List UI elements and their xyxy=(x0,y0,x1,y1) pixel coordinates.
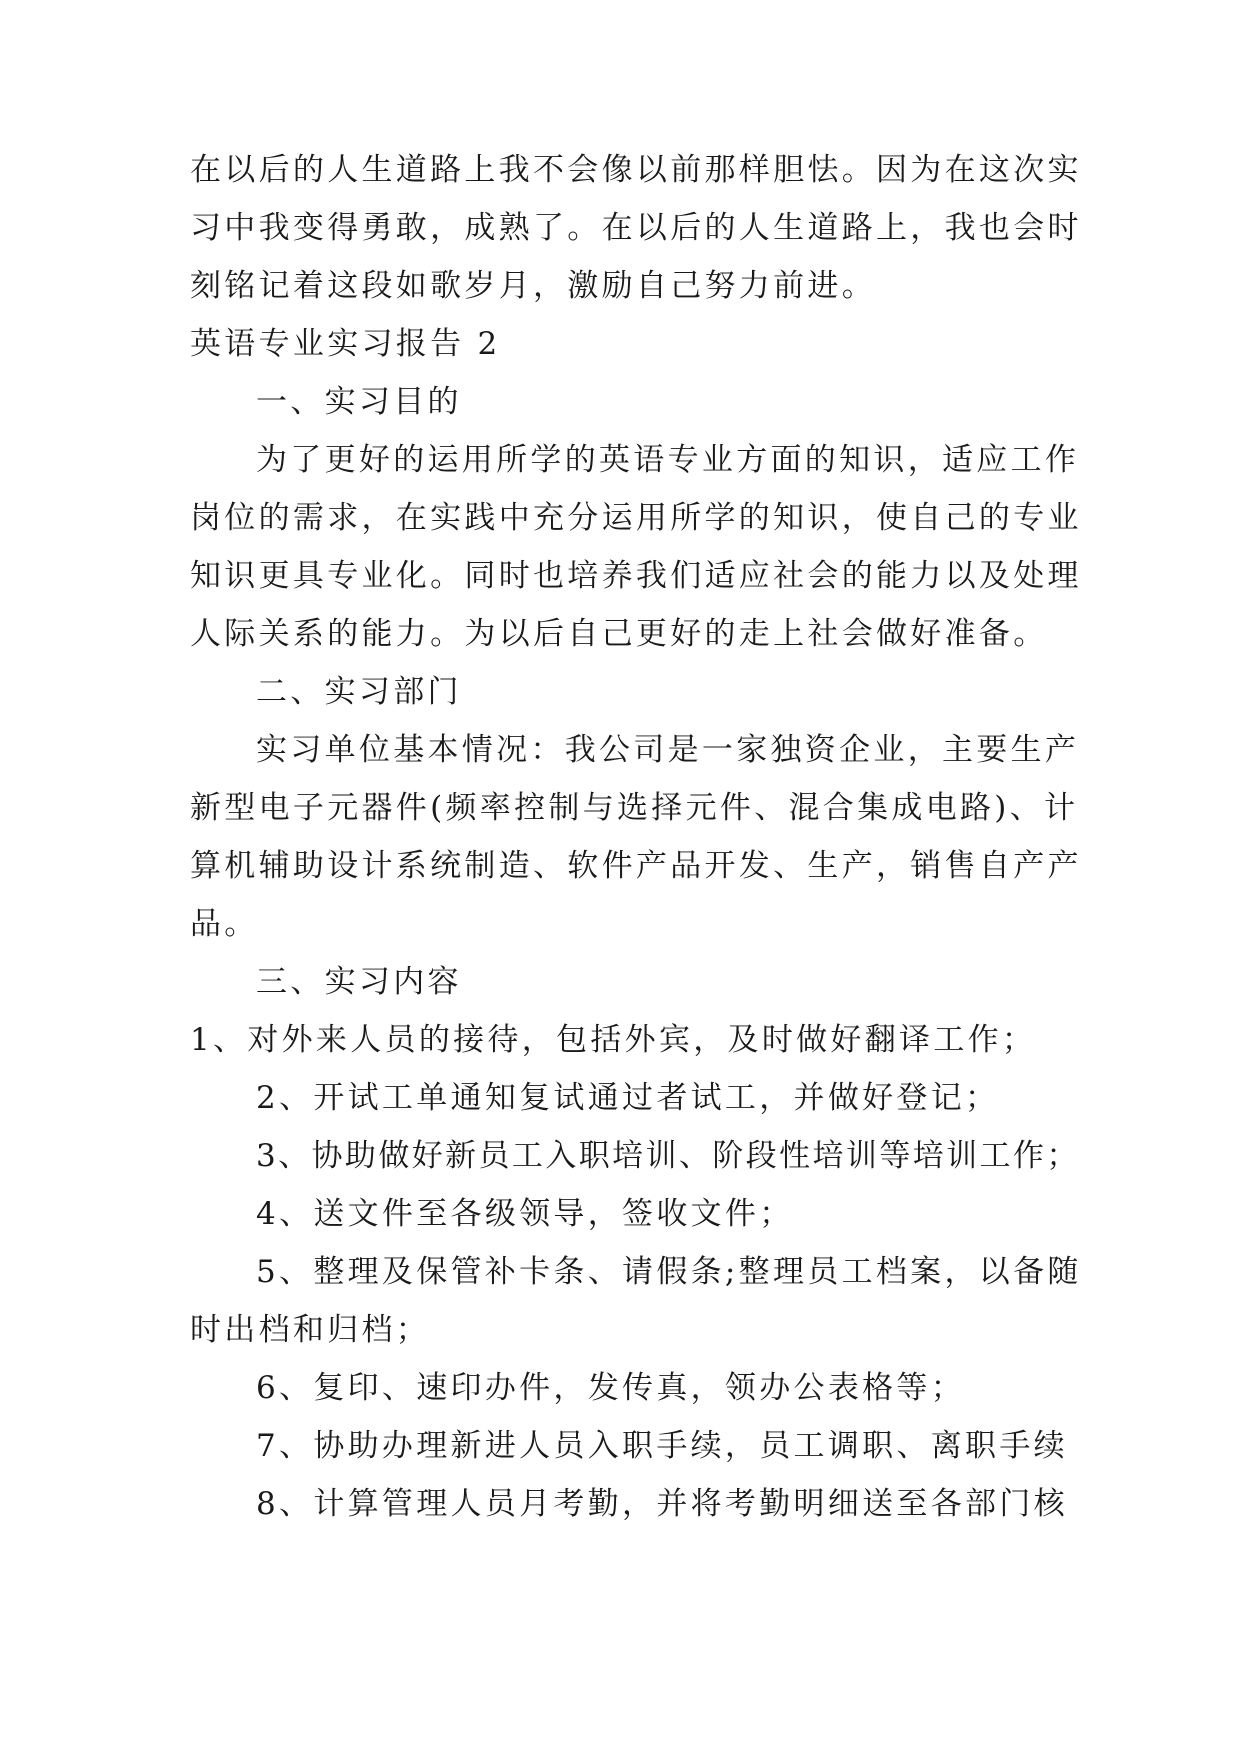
list-item: 3、协助做好新员工入职培训、阶段性培训等培训工作； xyxy=(256,1138,1080,1174)
paragraph-line: 算机辅助设计系统制造、软件产品开发、生产，销售自产产 xyxy=(190,848,1082,884)
paragraph-line: 为了更好的运用所学的英语专业方面的知识，适应工作 xyxy=(256,442,1080,478)
list-item: 5、整理及保管补卡条、请假条;整理员工档案，以备随 xyxy=(256,1254,1082,1290)
paragraph-line: 品。 xyxy=(190,906,259,942)
list-item: 4、送文件至各级领导，签收文件； xyxy=(256,1196,794,1232)
paragraph-line: 新型电子元器件(频率控制与选择元件、混合集成电路)、计 xyxy=(190,790,1079,826)
paragraph-line: 岗位的需求，在实践中充分运用所学的知识，使自己的专业 xyxy=(190,500,1082,536)
list-item-continuation: 时出档和归档； xyxy=(190,1312,431,1348)
paragraph-line: 习中我变得勇敢，成熟了。在以后的人生道路上，我也会时 xyxy=(190,210,1082,246)
paragraph-line: 知识更具专业化。同时也培养我们适应社会的能力以及处理 xyxy=(190,558,1082,594)
list-item: 8、计算管理人员月考勤，并将考勤明细送至各部门核 xyxy=(256,1486,1068,1522)
report-title: 英语专业实习报告 2 xyxy=(190,326,501,362)
section-heading: 一、实习目的 xyxy=(256,384,462,420)
section-heading: 三、实习内容 xyxy=(256,964,462,1000)
list-item: 7、协助办理新进人员入职手续，员工调职、离职手续 xyxy=(256,1428,1068,1464)
paragraph-line: 在以后的人生道路上我不会像以前那样胆怯。因为在这次实 xyxy=(190,152,1082,188)
paragraph-line: 实习单位基本情况：我公司是一家独资企业，主要生产 xyxy=(256,732,1080,768)
list-item: 1、对外来人员的接待，包括外宾，及时做好翻译工作； xyxy=(190,1022,1037,1058)
paragraph-line: 人际关系的能力。为以后自己更好的走上社会做好准备。 xyxy=(190,616,1048,652)
section-heading: 二、实习部门 xyxy=(256,674,462,710)
list-item: 6、复印、速印办件，发传真，领办公表格等； xyxy=(256,1370,966,1406)
paragraph-line: 刻铭记着这段如歌岁月，激励自己努力前进。 xyxy=(190,268,876,304)
list-item: 2、开试工单通知复试通过者试工，并做好登记； xyxy=(256,1080,1000,1116)
